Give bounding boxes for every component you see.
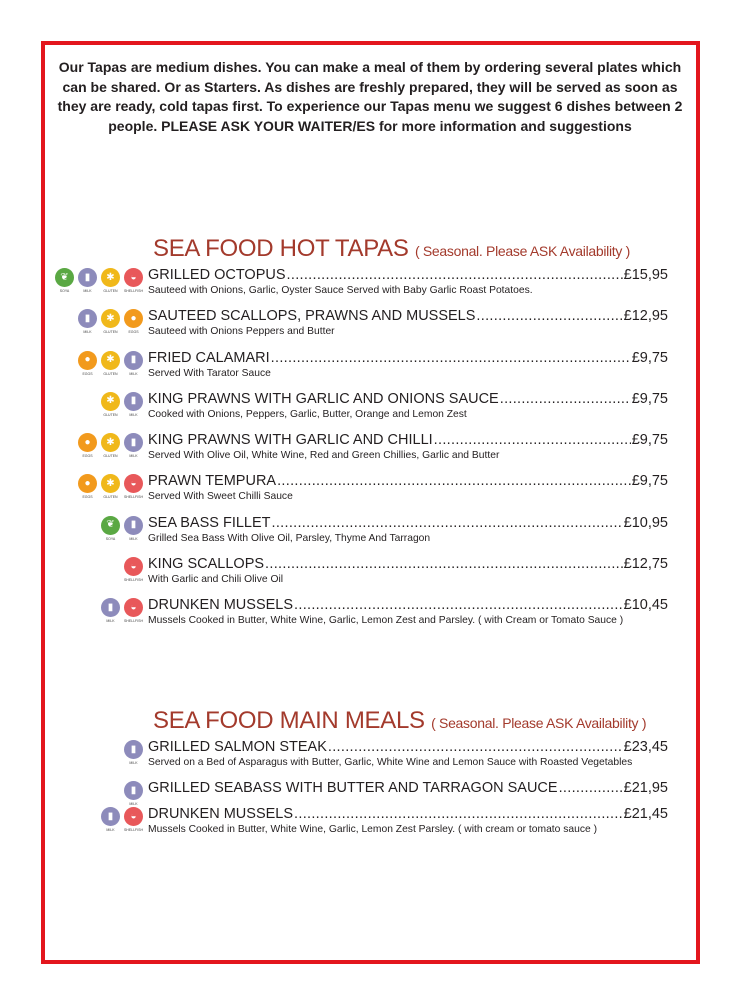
- allergen-icons: [48, 473, 148, 499]
- allergen-label: SHELLFISH: [123, 619, 144, 624]
- item-name: DRUNKEN MUSSELS: [148, 806, 294, 823]
- gluten-icon: ✱: [101, 268, 120, 287]
- allergen-label: GLUTEN: [103, 371, 118, 376]
- gluten-icon: ✱: [101, 309, 120, 328]
- item-price: £12,75: [623, 556, 668, 573]
- leader-dots: [287, 267, 623, 284]
- soya-icon: ❦: [55, 268, 74, 287]
- allergen-label: EGGS: [82, 454, 93, 459]
- allergen-label: GLUTEN: [103, 412, 118, 417]
- leader-dots: [500, 391, 631, 408]
- section-subtitle: ( Seasonal. Please ASK Availability ): [431, 715, 647, 731]
- allergen-milk: [78, 309, 97, 334]
- item-name: KING PRAWNS WITH GARLIC AND ONIONS SAUCE: [148, 390, 499, 407]
- allergen-gluten: [101, 309, 120, 334]
- shellfish-icon: ◒: [124, 807, 143, 826]
- allergen-label: EGGS: [82, 495, 93, 500]
- gluten-icon: ✱: [101, 351, 120, 370]
- allergen-milk: [78, 268, 97, 293]
- leader-dots: [476, 308, 622, 325]
- item-description: Mussels Cooked in Butter, White Wine, Garlic, Lemon Zest Parsley. ( with cream or tomato sauce ): [148, 824, 598, 836]
- item-price: £21,95: [623, 780, 668, 797]
- allergen-shellfish: [124, 598, 143, 623]
- allergen-label: GLUTEN: [103, 495, 118, 500]
- item-price: £10,45: [623, 597, 668, 614]
- menu-item: [48, 308, 668, 349]
- item-description: Grilled Sea Bass With Olive Oil, Parsley, Thyme And Tarragon: [148, 532, 431, 544]
- allergen-label: MILK: [129, 802, 138, 807]
- allergen-icons: [48, 267, 148, 293]
- allergen-icons: [48, 739, 148, 765]
- milk-icon: ▮: [78, 268, 97, 287]
- allergen-gluten: [101, 268, 120, 293]
- allergen-label: SHELLFISH: [123, 495, 144, 500]
- section-hot-tapas: [48, 236, 668, 639]
- milk-icon: ▮: [124, 351, 143, 370]
- allergen-gluten: [101, 433, 120, 458]
- allergen-label: GLUTEN: [103, 289, 118, 293]
- section-title-text: SEA FOOD MAIN MEALS: [153, 707, 425, 734]
- milk-icon: ▮: [78, 309, 97, 328]
- section-title-text: SEA FOOD HOT TAPAS: [153, 235, 409, 262]
- allergen-icons: [48, 432, 148, 458]
- item-name: KING PRAWNS WITH GARLIC AND CHILLI: [148, 432, 433, 449]
- allergen-icons: [48, 391, 148, 417]
- allergen-label: EGGS: [128, 330, 139, 335]
- leader-dots: [559, 780, 623, 797]
- allergen-shellfish: [124, 474, 143, 499]
- allergen-eggs: [124, 309, 143, 334]
- leader-dots: [294, 597, 623, 614]
- section-title: [153, 708, 668, 736]
- menu-item: [48, 432, 668, 473]
- allergen-milk: [101, 598, 120, 623]
- allergen-label: MILK: [106, 619, 115, 624]
- allergen-label: GLUTEN: [103, 454, 118, 459]
- soya-icon: ❦: [101, 516, 120, 535]
- allergen-label: EGGS: [82, 371, 93, 376]
- item-name: GRILLED SALMON STEAK: [148, 739, 327, 755]
- item-price: £23,45: [623, 739, 668, 755]
- milk-icon: ▮: [101, 598, 120, 617]
- shellfish-icon: ◒: [124, 598, 143, 617]
- gluten-icon: ✱: [101, 474, 120, 493]
- menu-item: [48, 739, 668, 780]
- item-name: KING SCALLOPS: [148, 556, 265, 573]
- item-description: Sauteed with Onions Peppers and Butter: [148, 326, 335, 338]
- leader-dots: [271, 350, 631, 367]
- eggs-icon: ●: [124, 309, 143, 328]
- leader-dots: [434, 432, 631, 449]
- allergen-label: SHELLFISH: [123, 828, 144, 833]
- item-price: £9,75: [631, 390, 668, 407]
- allergen-milk: [124, 392, 143, 417]
- allergen-shellfish: [124, 268, 143, 293]
- allergen-icons: [48, 806, 148, 832]
- item-name: PRAWN TEMPURA: [148, 473, 277, 490]
- item-price: £9,75: [631, 349, 668, 366]
- item-description: With Garlic and Chili Olive Oil: [148, 574, 284, 586]
- leader-dots: [328, 739, 623, 756]
- allergen-label: GLUTEN: [103, 330, 118, 335]
- allergen-gluten: [101, 474, 120, 499]
- shellfish-icon: ◒: [124, 268, 143, 287]
- item-name: DRUNKEN MUSSELS: [148, 597, 294, 614]
- milk-icon: ▮: [124, 781, 143, 800]
- allergen-shellfish: [124, 557, 143, 582]
- item-description: Cooked with Onions, Peppers, Garlic, Butter, Orange and Lemon Zest: [148, 408, 467, 420]
- eggs-icon: ●: [78, 433, 97, 452]
- item-price: £9,75: [631, 473, 668, 490]
- allergen-eggs: [78, 433, 97, 458]
- gluten-icon: ✱: [101, 392, 120, 411]
- menu-item: [48, 780, 668, 806]
- allergen-eggs: [78, 474, 97, 499]
- allergen-label: SOYA: [59, 289, 70, 293]
- allergen-milk: [124, 781, 143, 806]
- milk-icon: ▮: [124, 740, 143, 759]
- allergen-label: MILK: [129, 761, 138, 765]
- allergen-milk: [101, 807, 120, 832]
- allergen-milk: [124, 351, 143, 376]
- leader-dots: [277, 473, 631, 490]
- allergen-icons: [48, 515, 148, 541]
- allergen-shellfish: [124, 807, 143, 832]
- allergen-label: SHELLFISH: [123, 289, 144, 293]
- allergen-milk: [124, 433, 143, 458]
- milk-icon: ▮: [124, 392, 143, 411]
- item-description: Mussels Cooked in Butter, White Wine, Garlic, Lemon Zest and Parsley. ( with Cream or Tomato Sauce ): [148, 615, 624, 627]
- allergen-label: MILK: [129, 454, 138, 459]
- section-main-meals: [48, 708, 668, 848]
- allergen-label: MILK: [106, 828, 115, 833]
- item-description: Sauteed with Onions, Garlic, Oyster Sauce Served with Baby Garlic Roast Potatoes.: [148, 285, 533, 296]
- allergen-icons: [48, 780, 148, 806]
- item-name: FRIED CALAMARI: [148, 349, 270, 366]
- menu-item: [48, 806, 668, 847]
- menu-item: [48, 597, 668, 638]
- section-subtitle: ( Seasonal. Please ASK Availability ): [414, 243, 631, 259]
- allergen-label: SHELLFISH: [123, 578, 144, 583]
- menu-item: [48, 515, 668, 556]
- eggs-icon: ●: [78, 351, 97, 370]
- allergen-milk: [124, 740, 143, 765]
- menu-item: [48, 473, 668, 514]
- allergen-label: MILK: [129, 536, 138, 541]
- item-price: £21,45: [623, 806, 668, 823]
- menu-item: [48, 556, 668, 597]
- eggs-icon: ●: [78, 474, 97, 493]
- menu-item: [48, 391, 668, 432]
- allergen-icons: [48, 597, 148, 623]
- leader-dots: [272, 515, 623, 532]
- item-price: £12,95: [623, 308, 668, 325]
- allergen-gluten: [101, 351, 120, 376]
- item-name: SEA BASS FILLET: [148, 514, 271, 531]
- allergen-soya: [55, 268, 74, 293]
- shellfish-icon: ◒: [124, 474, 143, 493]
- leader-dots: [294, 806, 623, 823]
- section-title: [153, 236, 668, 264]
- shellfish-icon: ◒: [124, 557, 143, 576]
- milk-icon: ▮: [101, 807, 120, 826]
- allergen-label: MILK: [83, 330, 92, 335]
- allergen-eggs: [78, 351, 97, 376]
- item-description: Served With Sweet Chilli Sauce: [148, 491, 293, 503]
- gluten-icon: ✱: [101, 433, 120, 452]
- allergen-label: MILK: [83, 289, 92, 293]
- item-name: GRILLED OCTOPUS: [148, 267, 286, 283]
- allergen-milk: [124, 516, 143, 541]
- leader-dots: [265, 556, 623, 573]
- allergen-label: SOYA: [105, 536, 116, 541]
- allergen-icons: [48, 556, 148, 582]
- item-price: £10,95: [623, 514, 668, 531]
- milk-icon: ▮: [124, 433, 143, 452]
- allergen-gluten: [101, 392, 120, 417]
- allergen-label: MILK: [129, 412, 138, 417]
- item-price: £9,75: [631, 432, 668, 449]
- allergen-soya: [101, 516, 120, 541]
- menu-item: [48, 267, 668, 308]
- allergen-icons: [48, 350, 148, 376]
- item-price: £15,95: [623, 267, 668, 283]
- allergen-label: MILK: [129, 371, 138, 376]
- milk-icon: ▮: [124, 516, 143, 535]
- allergen-icons: [48, 308, 148, 334]
- intro-text: Our Tapas are medium dishes. You can make a meal of them by ordering several plates which can be shared. Or as Starters. As dishes are freshly prepared, they will be served as soon as they are ready, cold tapas first. To experience our Tapas menu we suggest 6 dishes between 2 people. PLEASE ASK YOUR WAITER/ES for more information and suggestions: [57, 59, 683, 134]
- item-description: Served With Tarator Sauce: [148, 367, 271, 379]
- item-name: GRILLED SEABASS WITH BUTTER AND TARRAGON SAUCE: [148, 780, 558, 797]
- menu-item: [48, 350, 668, 391]
- item-name: SAUTEED SCALLOPS, PRAWNS AND MUSSELS: [148, 308, 476, 325]
- item-description: Served With Olive Oil, White Wine, Red and Green Chillies, Garlic and Butter: [148, 450, 500, 462]
- item-description: Served on a Bed of Asparagus with Butter, Garlic, White Wine and Lemon Sauce with Roasted Vegetables: [148, 757, 633, 768]
